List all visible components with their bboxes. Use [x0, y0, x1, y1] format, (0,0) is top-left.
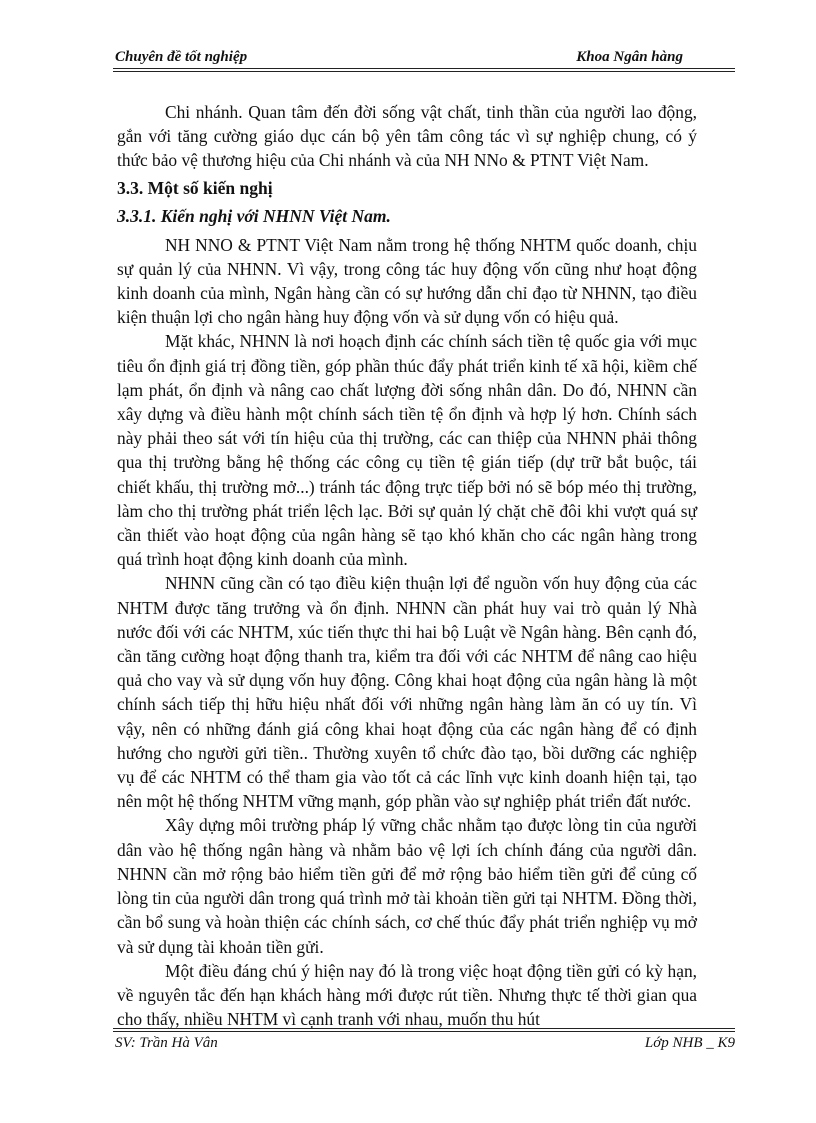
subsection-heading: 3.3.1. Kiến nghị với NHNN Việt Nam.	[117, 205, 391, 226]
header-rule	[113, 68, 735, 72]
footer-class: Lớp NHB _ K9	[644, 1035, 735, 1051]
header-department: Khoa Ngân hàng	[576, 49, 683, 65]
page-body	[117, 100, 697, 1031]
header-title: Chuyên đề tốt nghiệp	[115, 49, 248, 65]
paragraph: NHNN cũng cần có tạo điều kiện thuận lợi để nguồn vốn huy động của các NHTM được tăng trưởng và ổn định. NHNN cần phát huy vai trò quản lý Nhà nước đối với các NHTM, xúc tiến thực thi hai bộ Luật về Ngân hàng. Bên cạnh đó, cần tăng cường hoạt động thanh tra, kiểm tra đối với các NHTM để nâng cao hiệu quả cho vay và sử dụng vốn huy động. Công khai hoạt động của ngân hàng là một chính sách tiếp thị hữu hiệu nhất đối với những ngân hàng làm ăn có uy tín. Vì vậy, nên có những đánh giá công khai hoạt động của các ngân hàng để có định hướng cho người gửi tiền.. Thường xuyên tổ chức đào tạo, bồi dưỡng các nghiệp vụ để các NHTM có thể tham gia vào tốt cả các lĩnh vực kinh doanh hiện tại, tạo nên một hệ thống NHTM vững mạnh, góp phần vào sự nghiệp phát triển đất nước.	[117, 573, 697, 812]
paragraph: NH NNO & PTNT Việt Nam nằm trong hệ thống NHTM quốc doanh, chịu sự quản lý của NHNN. Vì vậy, trong công tác huy động vốn cũng như hoạt động kinh doanh của mình, Ngân hàng cần có sự hướng dẫn chỉ đạo từ NHNN, tạo điều kiện thuận lợi cho ngân hàng huy động vốn và sử dụng vốn có hiệu quả.	[117, 234, 697, 328]
paragraph: Một điều đáng chú ý hiện nay đó là trong việc hoạt động tiền gửi có kỳ hạn, về nguyên tắc đến hạn khách hàng mới được rút tiền. Nhưng thực tế thời gian qua cho thấy, nhiều NHTM vì cạnh tranh với nhau, muốn thu hút	[117, 960, 697, 1030]
paragraph: Mặt khác, NHNN là nơi hoạch định các chính sách tiền tệ quốc gia với mục tiêu ổn định giá trị đồng tiền, góp phần thúc đẩy phát triển kinh tế xã hội, kiềm chế lạm phát, ổn định và nâng cao chất lượng đời sống nhân dân. Do đó, NHNN cần xây dựng và điều hành một chính sách tiền tệ ổn định và hợp lý hơn. Chính sách này phải theo sát với tín hiệu của thị trường, các can thiệp của NHNN phải thông qua thị trường bằng hệ thống các công cụ tiền tệ gián tiếp (dự trữ bắt buộc, tái chiết khấu, thị trường mở...) tránh tác động trực tiếp bởi nó sẽ bóp méo thị trường, làm cho thị trường phát triển lệch lạc. Bởi sự quản lý chặt chẽ đôi khi vượt quá sự cần thiết vào hoạt động của ngân hàng sẽ tạo khó khăn cho các ngân hàng trong quá trình hoạt động kinh doanh của mình.	[117, 331, 697, 570]
section-heading: 3.3. Một số kiến nghị	[117, 177, 273, 198]
footer-student: SV: Trần Hà Vân	[115, 1035, 218, 1051]
paragraph-intro: Chi nhánh. Quan tâm đến đời sống vật chất, tinh thần của người lao động, gắn với tăng cường giáo dục cán bộ yên tâm công tác vì sự nghiệp chung, có ý thức bảo vệ thương hiệu của Chi nhánh và của NH NNo & PTNT Việt Nam.	[117, 102, 697, 171]
paragraph: Xây dựng môi trường pháp lý vững chắc nhằm tạo được lòng tin của người dân vào hệ thống ngân hàng và nhằm bảo vệ lợi ích chính đáng của người dân. NHNN cần mở rộng bảo hiểm tiền gửi để mở rộng bảo hiểm tiền gửi để củng cố lòng tin của người dân trong quá trình mở tài khoản tiền gửi tại NHTM. Đồng thời, cần bổ sung và hoàn thiện các chính sách, cơ chế thúc đẩy phát triển nghiệp vụ mở và sử dụng tài khoản tiền gửi.	[117, 815, 697, 957]
page-footer	[113, 1032, 735, 1054]
page-header	[113, 44, 735, 70]
